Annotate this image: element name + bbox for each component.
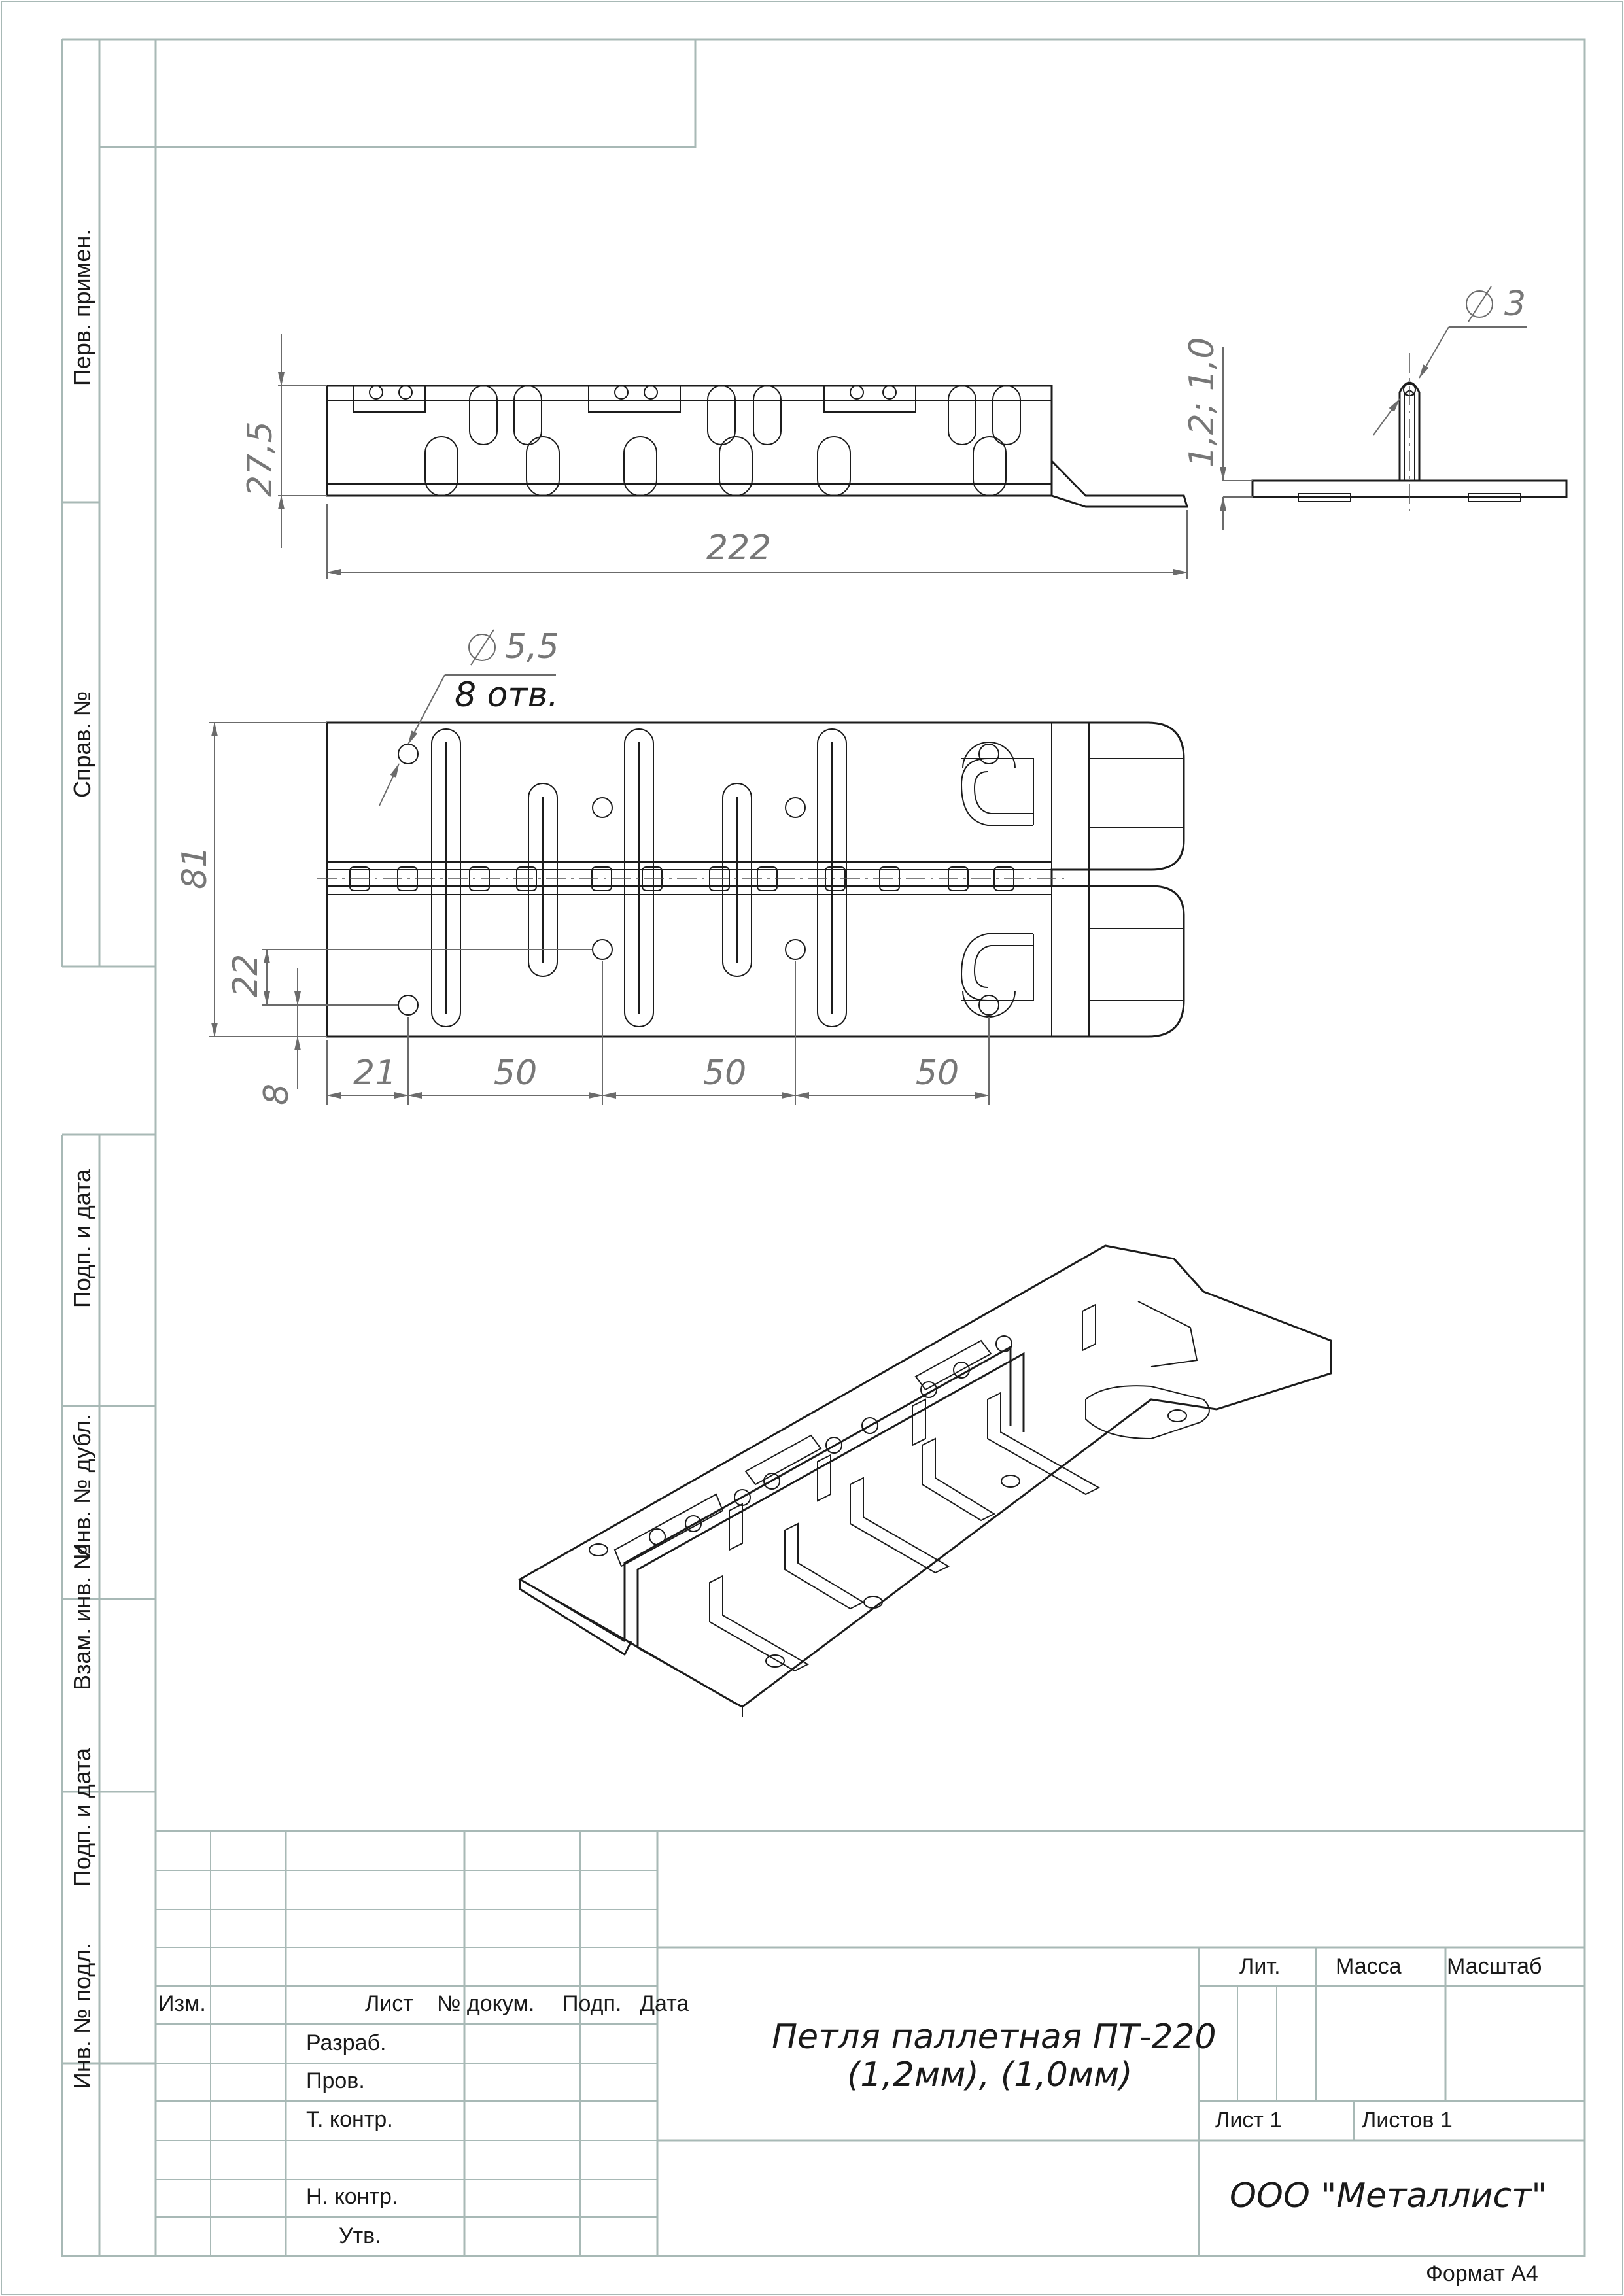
side-label-inv-dubl: Инв. № дубл. — [69, 1414, 95, 1560]
side-label-vzam-inv: Взам. инв. № — [69, 1544, 95, 1690]
dim-hole-count: 8 отв. — [455, 676, 559, 715]
top-stamp-box — [156, 39, 695, 147]
tb-listov: Листов 1 — [1362, 2108, 1453, 2133]
diameter-symbol-hole — [469, 630, 495, 665]
side-view — [1253, 353, 1566, 517]
front-view — [327, 386, 1187, 507]
tb-podp: Подп. — [562, 1991, 622, 2016]
title-block — [156, 1831, 1585, 2256]
side-label-inv-podl: Инв. № подл. — [69, 1942, 95, 2089]
dim-81: 81 — [175, 846, 215, 889]
format-label: Формат А4 — [1426, 2261, 1538, 2286]
document-title-line-2: (1,2мм), (1,0мм) — [847, 2055, 1133, 2095]
tb-list-col: Лист — [365, 1991, 413, 2016]
dim-50-c: 50 — [916, 1054, 959, 1093]
dim-thickness: 1,2; 1,0 — [1183, 337, 1222, 468]
top-view-dimensions — [175, 627, 989, 1105]
tb-n-kontr: Н. контр. — [306, 2184, 398, 2209]
front-view-dimensions — [241, 334, 1187, 579]
side-label-podp-data-2: Подп. и дата — [69, 1747, 95, 1887]
side-label-perv-primen: Перв. примен. — [69, 229, 95, 386]
dim-222: 222 — [706, 528, 772, 568]
company-name: ООО "Металлист" — [1230, 2176, 1547, 2216]
tb-utv: Утв. — [339, 2223, 381, 2248]
document-title-line-1: Петля паллетная ПТ-220 — [772, 2017, 1217, 2057]
side-label-podp-data-1: Подп. и дата — [69, 1169, 95, 1308]
side-view-dimensions — [1183, 284, 1527, 530]
tb-lit: Лит. — [1239, 1954, 1281, 1979]
dim-d3: 3 — [1504, 284, 1527, 324]
top-view — [317, 723, 1184, 1037]
dim-22: 22 — [226, 953, 266, 997]
tb-massa: Масса — [1336, 1954, 1402, 1979]
tb-list: Лист 1 — [1215, 2108, 1283, 2133]
side-label-sprav: Справ. № — [69, 691, 95, 798]
tb-t-kontr: Т. контр. — [306, 2107, 393, 2132]
dim-hole-diameter: 5,5 — [505, 627, 559, 666]
tb-prov: Пров. — [306, 2068, 365, 2093]
tb-masshtab: Масштаб — [1447, 1954, 1542, 1979]
dim-50-a: 50 — [494, 1054, 538, 1093]
tb-razrab: Разраб. — [306, 2030, 387, 2055]
dim-8: 8 — [257, 1083, 296, 1105]
tb-dokum: № докум. — [437, 1991, 535, 2016]
dim-50-b: 50 — [703, 1054, 747, 1093]
tb-data: Дата — [640, 1991, 689, 2016]
page-border — [1, 1, 1623, 2295]
dim-21: 21 — [353, 1054, 397, 1093]
tb-izm: Изм. — [158, 1991, 206, 2016]
dim-27-5: 27,5 — [241, 421, 280, 497]
diameter-symbol — [1466, 286, 1493, 322]
drawing-frame — [156, 39, 1585, 2256]
isometric-view — [520, 1246, 1331, 1717]
